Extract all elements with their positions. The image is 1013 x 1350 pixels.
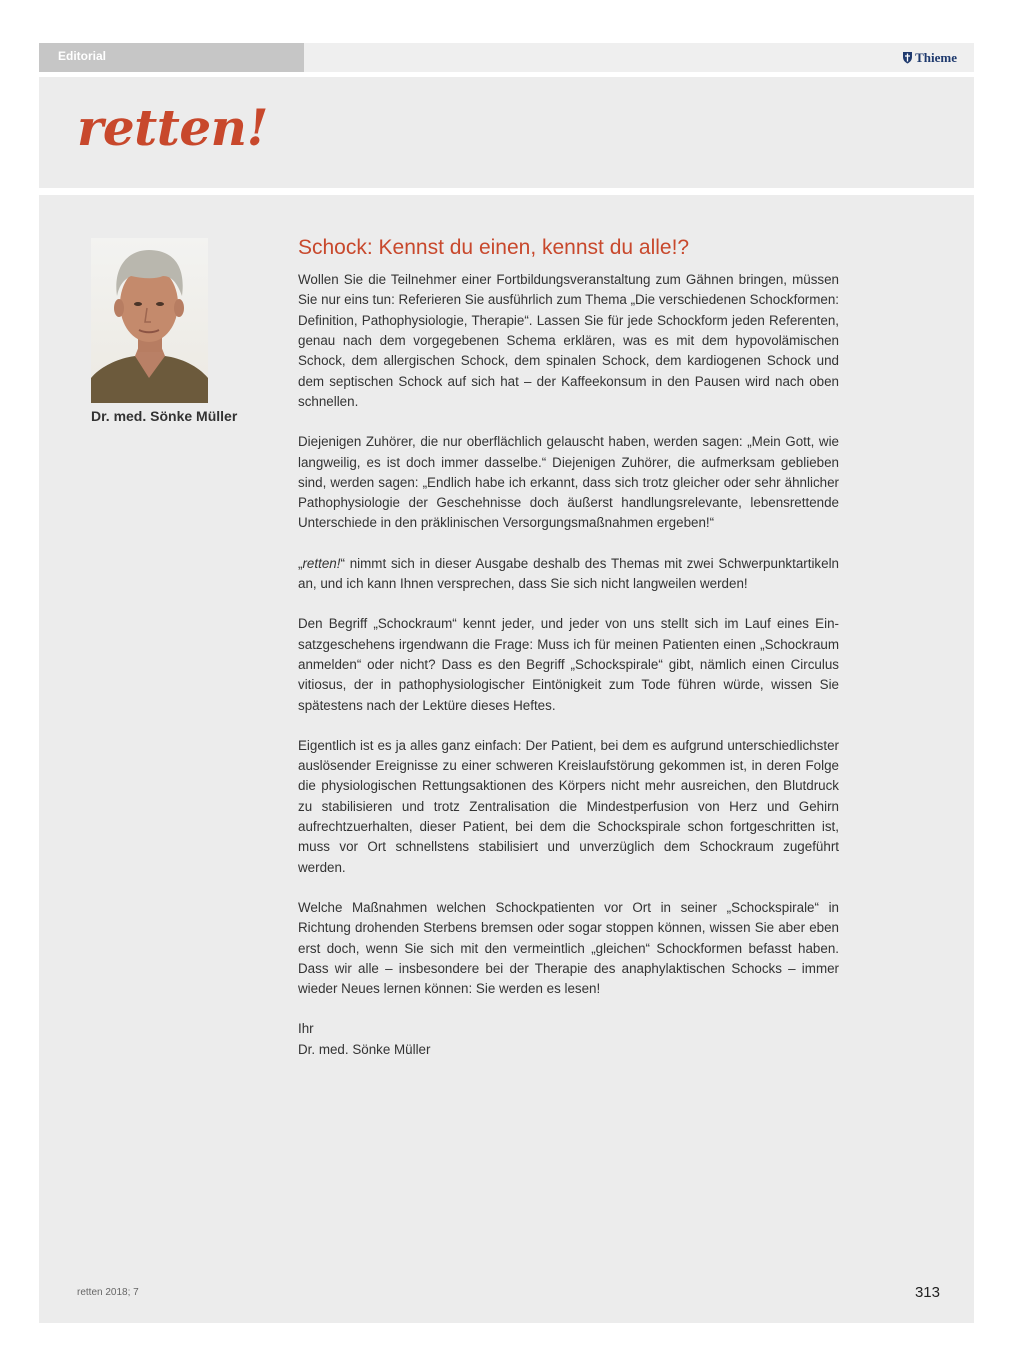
journal-title: retten! (77, 98, 268, 157)
portrait-caption: Dr. med. Sönke Müller (91, 408, 238, 424)
author-portrait (91, 238, 208, 403)
closing: Ihr (298, 1021, 314, 1037)
paragraph-issue (298, 554, 839, 595)
paragraph: Welche Maßnahmen welchen Schockpatienten vor Ort in seiner „Schockspirale“ in Richtung drohenden Sterbens bremsen oder sogar stoppen können, wissen Sie aber eben erst doch, wenn Sie sich mit den vermeintlich „gleichen“ Schockformen befasst haben. Dass wir alle – insbesondere bei der Therapie des anaphylaktischen Schocks – immer wieder Neues lernen können: Sie werden es lesen! (298, 899, 839, 997)
page-number: 313 (914, 1284, 940, 1301)
signature: Dr. med. Sönke Müller (298, 1041, 431, 1057)
quote-open: „ (298, 555, 303, 571)
journal-name-inline: retten! (302, 555, 341, 571)
footer-citation: retten 2018; 7 (77, 1287, 139, 1298)
paragraph: Eigentlich ist es ja alles ganz einfach: Der Patient, bei dem es aufgrund unterschiedlichster auslösender Ereignisse zu einer schweren Kreislaufstörung gekommen ist, in deren Folge die physiologischen Rettungsaktionen des Körpers nicht mehr ausreichen, den Blutdruck zu stabilisieren und trotz Zentralisation die Mindestperfusion von Herz und Gehirn aufrechtzuerhalten, dieser Patient, bei dem die Schockspirale schon fortgeschritten ist, muss vor Ort schnellstens stabilisiert und unverzüglich dem Schockraum zugeführt werden. (298, 737, 839, 875)
article (298, 235, 839, 1060)
section-label: Editorial (39, 43, 304, 72)
article-title: Schock: Kennst du einen, kennst du alle!? (298, 236, 690, 259)
paragraph: Diejenigen Zuhörer, die nur oberflächlich gelauscht haben, werden sagen: „Mein Gott, wie langweilig, es ist doch immer dasselbe.“ Diejenigen Zuhörer, die aufmerksam geblieben sind, werden sagen: „Endlich habe ich erkannt, dass sich trotz gleicher oder sehr ähnlicher Pathophysiologie der Geschehnisse doch äußerst handlungsrelevante, lebensrettende Unterschiede in den präklinischen Versorgungsmaßnahmen ergeben!“ (298, 434, 839, 531)
paragraph: Wollen Sie die Teilnehmer einer Fortbildungsveranstaltung zum Gähnen bringen, müssen Sie nur eins tun: Referieren Sie ausführlich zum Thema „Die verschiedenen Schockformen: Definition, Pathophysiologie, Therapie“. Lassen Sie für jede Schockform jeden Referenten, genau nach dem vorgegebenen Schema erklären, was es mit dem hypovolämischen Schock, dem allergischen Schock, dem spinalen Schock, dem kardiogenen Schock und dem septischen Schock auf sich hat – der Kaffeekonsum in den Pausen wird nach oben schnellen. (298, 272, 839, 409)
publisher-logo (902, 43, 957, 72)
running-header (39, 43, 974, 72)
paragraph-text: “ nimmt sich in dieser Ausgabe deshalb des Themas mit zwei Schwerpunktartikeln an, und ich kann Ihnen versprechen, dass Sie sich nicht langweilen werden! (298, 555, 839, 592)
editorial-panel (39, 195, 974, 1323)
signature-block (298, 1019, 839, 1060)
thieme-shield-icon (902, 51, 913, 64)
paragraph: Den Begriff „Schockraum“ kennt jeder, und jeder von uns stellt sich im Lauf eines Einsatzgeschehens irgendwann die Frage: Muss ich für meinen Patienten einen „Schockraum anmelden“ oder nicht? Dass es den Begriff „Schockspirale“ gibt, nämlich einen Circulus vitiosus, der in pathophysiologischer Eintönigkeit zum Tode führen würde, wissen Sie spätestens nach der Lektüre dieses Heftes. (298, 616, 839, 713)
masthead (39, 77, 974, 188)
publisher-name: Thieme (915, 50, 957, 65)
